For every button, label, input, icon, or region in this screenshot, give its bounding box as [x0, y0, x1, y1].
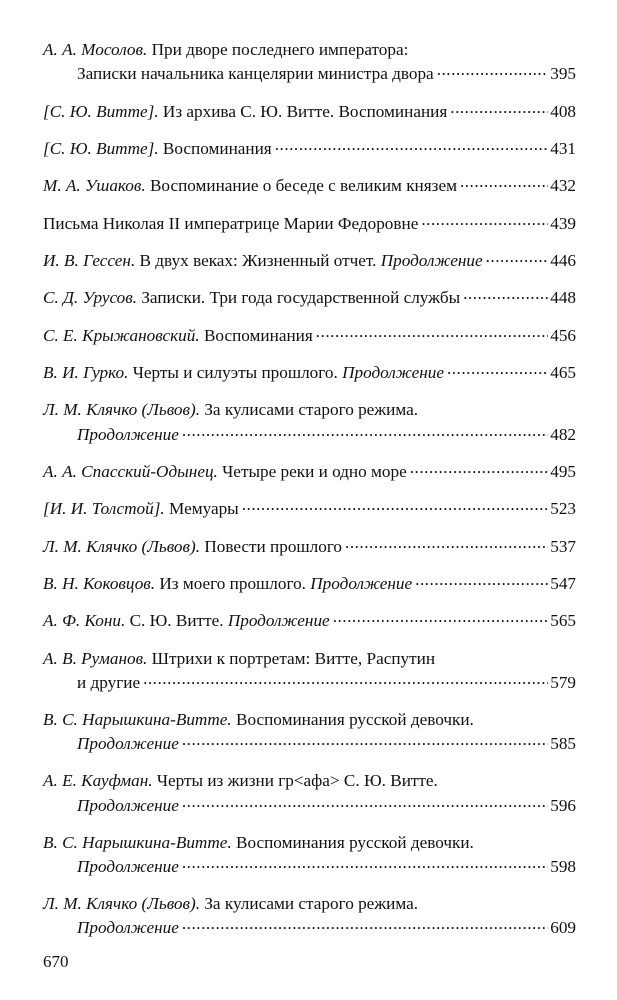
- toc-entry: [43, 609, 576, 633]
- entry-author: А. А. Мосолов.: [43, 40, 148, 59]
- entry-title: Воспоминания: [203, 325, 313, 345]
- dot-leader: [437, 62, 549, 79]
- entry-author: С. Е. Крыжановский.: [43, 325, 200, 345]
- dot-leader: [316, 324, 548, 341]
- entry-author: А. Ф. Кони.: [43, 611, 126, 631]
- entry-author: В. С. Нарышкина-Витте.: [43, 832, 232, 852]
- entry-author: [С. Ю. Витте].: [43, 138, 159, 158]
- dot-leader: [345, 535, 548, 552]
- entry-page-number: 431: [550, 138, 576, 158]
- entry-continuation: Продолжение: [77, 918, 179, 938]
- entry-page-number: 596: [550, 795, 576, 815]
- entry-page-number: 537: [550, 536, 576, 556]
- dot-leader: [447, 361, 548, 378]
- entry-title: За кулисами старого режима.: [204, 894, 419, 914]
- entry-page-number: 495: [550, 461, 576, 481]
- toc-entry: [43, 38, 576, 86]
- entry-title: Четыре реки и одно море: [222, 461, 407, 481]
- entry-title: Черты и силуэты прошлого.: [132, 363, 338, 383]
- entry-continuation: Продолжение: [380, 251, 483, 271]
- dot-leader: [463, 286, 548, 303]
- entry-page-number: 395: [550, 64, 576, 84]
- entry-page-number: 482: [550, 424, 576, 444]
- dot-leader: [415, 572, 548, 589]
- dot-leader: [333, 609, 549, 626]
- entry-title: Мемуары: [169, 499, 239, 519]
- entry-title-continued: Записки начальника канцелярии министра двора: [77, 64, 434, 84]
- toc-entry: [43, 212, 576, 236]
- dot-leader: [182, 855, 548, 872]
- entry-continuation: Продолжение: [310, 574, 413, 594]
- entry-page-number: 432: [550, 176, 576, 196]
- entry-author: В. С. Нарышкина-Витте.: [43, 710, 232, 729]
- entry-title: С. Ю. Витте.: [129, 611, 224, 631]
- toc-entry: [43, 324, 576, 348]
- toc-entry: [43, 497, 576, 521]
- entry-author: Л. М. Клячко (Львов).: [43, 400, 201, 420]
- entry-page-number: 446: [550, 251, 576, 271]
- entry-author: А. А. Спасский-Одынец.: [43, 461, 218, 481]
- entry-author: [С. Ю. Витте].: [43, 101, 159, 121]
- entry-continuation: Продолжение: [77, 856, 179, 876]
- dot-leader: [450, 99, 548, 116]
- toc-entry: [43, 831, 576, 879]
- page-folio-number: 670: [43, 952, 69, 971]
- entry-page-number: 439: [550, 213, 576, 233]
- entry-page-number: 565: [550, 611, 576, 631]
- entry-title: Письма Николая II императрице Марии Федоровне: [43, 213, 419, 233]
- entry-title: Черты из жизни гр<афа> С. Ю. Витте.: [156, 771, 438, 791]
- entry-page-number: 579: [550, 672, 576, 692]
- entry-title: Воспоминания русской девочки.: [235, 710, 474, 729]
- table-of-contents: [43, 38, 576, 954]
- toc-entry: [43, 769, 576, 817]
- entry-page-number: 609: [550, 918, 576, 938]
- dot-leader: [486, 249, 549, 266]
- dot-leader: [460, 174, 548, 191]
- entry-page-number: 456: [550, 325, 576, 345]
- toc-entry: [43, 286, 576, 310]
- entry-page-number: 547: [550, 574, 576, 594]
- entry-title: Штрихи к портретам: Витте, Распутин: [151, 648, 436, 668]
- entry-page-number: 465: [550, 363, 576, 383]
- entry-author: В. И. Гурко.: [43, 363, 129, 383]
- toc-entry: [43, 647, 576, 695]
- entry-page-number: 598: [550, 856, 576, 876]
- entry-title: Воспоминания: [162, 138, 272, 158]
- toc-entry: [43, 460, 576, 484]
- toc-entry: [43, 708, 576, 756]
- toc-entry: [43, 174, 576, 198]
- entry-author: И. В. Гессен.: [43, 251, 136, 271]
- entry-page-number: 408: [550, 101, 576, 121]
- entry-author: [И. И. Толстой].: [43, 499, 165, 519]
- entry-author: М. А. Ушаков.: [43, 176, 146, 196]
- entry-title: Воспоминание о беседе с великим князем: [149, 176, 457, 196]
- entry-title: За кулисами старого режима.: [204, 400, 419, 420]
- entry-author: Л. М. Клячко (Львов).: [43, 894, 201, 914]
- entry-page-number: 448: [550, 288, 576, 308]
- entry-title: Из моего прошлого.: [159, 574, 306, 594]
- dot-leader: [182, 916, 548, 933]
- entry-author: А. Е. Кауфман.: [43, 771, 153, 791]
- dot-leader: [143, 671, 548, 688]
- entry-title: Из архива С. Ю. Витте. Воспоминания: [162, 101, 448, 121]
- toc-entry: [43, 892, 576, 940]
- entry-author: А. В. Руманов.: [43, 648, 148, 668]
- entry-page-number: 585: [550, 734, 576, 754]
- entry-title: Повести прошлого: [204, 536, 343, 556]
- entry-page-number: 523: [550, 499, 576, 519]
- toc-entry: [43, 398, 576, 446]
- toc-entry: [43, 249, 576, 273]
- toc-entry: [43, 535, 576, 559]
- dot-leader: [421, 212, 548, 229]
- entry-title: При дворе последнего императора:: [151, 40, 409, 59]
- dot-leader: [275, 137, 549, 154]
- dot-leader: [182, 422, 548, 439]
- entry-continuation: Продолжение: [342, 363, 444, 383]
- entry-continuation: Продолжение: [77, 424, 179, 444]
- toc-entry: [43, 99, 576, 123]
- entry-title: В двух веках: Жизненный отчет.: [139, 251, 377, 271]
- entry-continuation: Продолжение: [227, 611, 330, 631]
- toc-entry: [43, 137, 576, 161]
- entry-title: Воспоминания русской девочки.: [235, 832, 474, 852]
- toc-entry: [43, 361, 576, 385]
- entry-title: Записки. Три года государственной службы: [141, 288, 461, 308]
- entry-author: В. Н. Коковцов.: [43, 574, 156, 594]
- entry-title-continued: и другие: [77, 672, 141, 692]
- toc-entry: [43, 572, 576, 596]
- entry-author: С. Д. Урусов.: [43, 288, 138, 308]
- entry-continuation: Продолжение: [77, 734, 179, 754]
- dot-leader: [410, 460, 549, 477]
- dot-leader: [182, 732, 548, 749]
- dot-leader: [182, 793, 548, 810]
- dot-leader: [242, 497, 548, 514]
- entry-author: Л. М. Клячко (Львов).: [43, 536, 201, 556]
- entry-continuation: Продолжение: [77, 795, 179, 815]
